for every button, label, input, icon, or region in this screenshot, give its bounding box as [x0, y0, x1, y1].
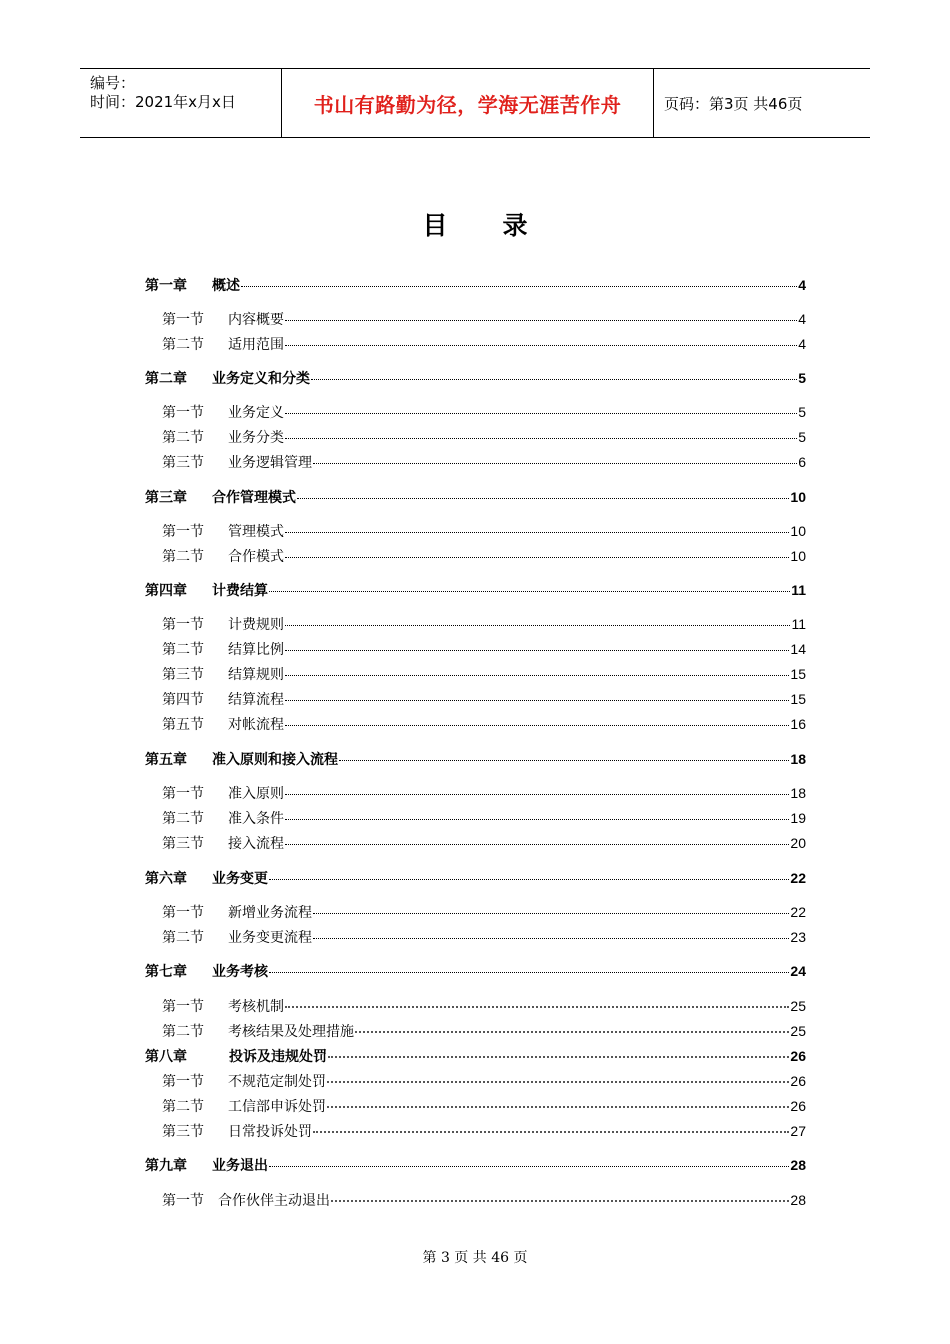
- toc-dot-leader: [285, 794, 789, 795]
- toc-entry-title: 业务考核: [212, 964, 268, 980]
- toc-entry-page: 28: [790, 1192, 806, 1208]
- toc-entry-title: 管理模式: [228, 524, 284, 540]
- toc-chapter-entry[interactable]: [145, 275, 806, 295]
- toc-entry-page: 24: [790, 963, 806, 979]
- toc-entry-page: 10: [790, 489, 806, 505]
- toc-entry-page: 23: [790, 929, 806, 945]
- toc-dot-leader: [269, 591, 790, 592]
- toc-section-entry[interactable]: [162, 1190, 806, 1210]
- toc-entry-title: 不规范定制处罚: [228, 1074, 326, 1090]
- toc-entry-number: 第一节: [162, 524, 204, 540]
- title-char-1: 目: [422, 211, 448, 240]
- toc-dot-leader: [285, 532, 789, 533]
- toc-entry-page: 5: [798, 404, 806, 420]
- toc-entry-number: 第二节: [162, 930, 204, 946]
- toc-entry-title: 业务退出: [212, 1158, 268, 1174]
- toc-section-entry[interactable]: [162, 714, 806, 734]
- toc-dot-leader: [311, 379, 797, 380]
- toc-entry-page: 5: [798, 429, 806, 445]
- toc-entry-number: 第一节: [162, 312, 204, 328]
- toc-entry-page: 20: [790, 835, 806, 851]
- toc-entry-number: 第二节: [162, 1099, 204, 1115]
- toc-entry-page: 25: [790, 998, 806, 1014]
- toc-entry-page: 11: [791, 616, 806, 632]
- toc-entry-number: 第五章: [145, 752, 187, 768]
- toc-dot-leader: [285, 438, 797, 439]
- toc-entry-number: 第二节: [162, 430, 204, 446]
- toc-chapter-entry[interactable]: [145, 1155, 806, 1175]
- toc-entry-title: 业务变更: [212, 871, 268, 887]
- toc-entry-page: 15: [790, 666, 806, 682]
- toc-dot-leader: [285, 700, 789, 701]
- toc-chapter-entry[interactable]: [145, 868, 806, 888]
- toc-section-entry[interactable]: [162, 334, 806, 354]
- toc-entry-number: 第三节: [162, 836, 204, 852]
- toc-entry-page: 27: [790, 1123, 806, 1139]
- toc-entry-number: 第五节: [162, 717, 204, 733]
- toc-entry-number: 第一节: [162, 617, 204, 633]
- toc-chapter-entry[interactable]: [145, 749, 806, 769]
- toc-entry-number: 第一节: [162, 999, 204, 1015]
- toc-entry-title: 准入原则和接入流程: [212, 752, 338, 768]
- toc-entry-number: 第二节: [162, 337, 204, 353]
- toc-entry-title: 投诉及违规处罚: [229, 1049, 327, 1065]
- toc-entry-number: 第二节: [162, 1024, 204, 1040]
- toc-dot-leader: [328, 1056, 789, 1058]
- toc-entry-page: 4: [798, 336, 806, 352]
- page-footer: 第 3 页 共 46 页: [422, 1250, 528, 1266]
- toc-chapter-entry[interactable]: [145, 961, 806, 981]
- toc-entry-title: 业务逻辑管理: [228, 455, 312, 471]
- toc-entry-title: 适用范围: [228, 337, 284, 353]
- toc-section-entry[interactable]: [162, 402, 806, 422]
- toc-dot-leader: [285, 650, 789, 651]
- toc-entry-page: 25: [790, 1023, 806, 1039]
- toc-entry-title: 准入条件: [228, 811, 284, 827]
- toc-section-entry[interactable]: [162, 1121, 806, 1141]
- toc-entry-number: 第三节: [162, 1124, 204, 1140]
- toc-chapter-entry[interactable]: [145, 1046, 806, 1066]
- toc-entry-title: 内容概要: [228, 312, 284, 328]
- motto-text: 书山有路勤为径，学海无涯苦作舟: [313, 92, 622, 117]
- toc-entry-page: 18: [790, 751, 806, 767]
- toc-entry-title: 结算规则: [228, 667, 284, 683]
- toc-dot-leader: [285, 345, 797, 346]
- toc-entry-number: 第一节: [162, 786, 204, 802]
- toc-dot-leader: [269, 879, 789, 880]
- toc-entry-page: 6: [798, 454, 806, 470]
- toc-entry-page: 11: [791, 582, 806, 598]
- toc-dot-leader: [285, 1006, 789, 1008]
- toc-section-entry[interactable]: [162, 833, 806, 853]
- toc-dot-leader: [355, 1031, 789, 1033]
- toc-entry-page: 26: [790, 1073, 806, 1089]
- toc-dot-leader: [313, 913, 789, 914]
- number-label: 编号：: [90, 74, 136, 92]
- toc-dot-leader: [327, 1081, 789, 1083]
- toc-entry-number: 第八章: [145, 1049, 187, 1065]
- toc-dot-leader: [285, 844, 789, 845]
- toc-entry-page: 22: [790, 870, 806, 886]
- toc-section-entry[interactable]: [162, 1071, 806, 1091]
- toc-entry-number: 第一章: [145, 278, 187, 294]
- toc-entry-title: 考核机制: [228, 999, 284, 1015]
- toc-entry-title: 考核结果及处理措施: [228, 1024, 354, 1040]
- toc-entry-page: 5: [798, 370, 806, 386]
- toc-entry-title: 合作伙伴主动退出: [218, 1193, 330, 1209]
- toc-entry-page: 19: [790, 810, 806, 826]
- toc-entry-title: 日常投诉处罚: [228, 1124, 312, 1140]
- toc-section-entry[interactable]: [162, 783, 806, 803]
- toc-entry-page: 26: [790, 1048, 806, 1064]
- toc-entry-number: 第四节: [162, 692, 204, 708]
- toc-dot-leader: [313, 463, 797, 464]
- toc-dot-leader: [241, 286, 797, 287]
- toc-entry-title: 接入流程: [228, 836, 284, 852]
- toc-entry-title: 计费规则: [228, 617, 284, 633]
- toc-entry-title: 计费结算: [212, 583, 268, 599]
- toc-entry-title: 对帐流程: [228, 717, 284, 733]
- toc-section-entry[interactable]: [162, 1096, 806, 1116]
- toc-dot-leader: [297, 498, 789, 499]
- toc-section-entry[interactable]: [162, 808, 806, 828]
- toc-entry-title: 业务定义: [228, 405, 284, 421]
- toc-dot-leader: [285, 625, 790, 626]
- toc-entry-number: 第三节: [162, 455, 204, 471]
- toc-entry-title: 工信部申诉处罚: [228, 1099, 326, 1115]
- toc-entry-page: 16: [790, 716, 806, 732]
- toc-section-entry[interactable]: [162, 546, 806, 566]
- toc-entry-title: 业务变更流程: [228, 930, 312, 946]
- toc-entry-title: 结算流程: [228, 692, 284, 708]
- page-info: 页码：第3页 共46页: [664, 94, 803, 113]
- toc-section-entry[interactable]: [162, 521, 806, 541]
- toc-entry-page: 4: [798, 311, 806, 327]
- toc-entry-number: 第一节: [162, 1193, 204, 1209]
- toc-entry-number: 第一节: [162, 405, 204, 421]
- toc-dot-leader: [313, 938, 789, 939]
- toc-entry-page: 15: [790, 691, 806, 707]
- toc-entry-number: 第三章: [145, 490, 187, 506]
- toc-entry-title: 结算比例: [228, 642, 284, 658]
- toc-section-entry[interactable]: [162, 1021, 806, 1041]
- toc-entry-number: 第三节: [162, 667, 204, 683]
- toc-entry-page: 4: [798, 277, 806, 293]
- toc-chapter-entry[interactable]: [145, 368, 806, 388]
- toc-entry-number: 第七章: [145, 964, 187, 980]
- toc-dot-leader: [285, 413, 797, 414]
- toc-section-entry[interactable]: [162, 639, 806, 659]
- toc-section-entry[interactable]: [162, 664, 806, 684]
- toc-entry-number: 第六章: [145, 871, 187, 887]
- toc-dot-leader: [339, 760, 789, 761]
- toc-chapter-entry[interactable]: [145, 580, 806, 600]
- toc-dot-leader: [313, 1131, 789, 1133]
- toc-entry-number: 第二节: [162, 811, 204, 827]
- toc-section-entry[interactable]: [162, 427, 806, 447]
- title-char-2: 录: [502, 211, 528, 240]
- toc-entry-number: 第一节: [162, 905, 204, 921]
- toc-entry-number: 第九章: [145, 1158, 187, 1174]
- toc-entry-page: 22: [790, 904, 806, 920]
- toc-dot-leader: [327, 1106, 789, 1108]
- toc-entry-number: 第一节: [162, 1074, 204, 1090]
- toc-section-entry[interactable]: [162, 614, 806, 634]
- toc-section-entry[interactable]: [162, 902, 806, 922]
- toc-section-entry[interactable]: [162, 996, 806, 1016]
- toc-entry-page: 18: [790, 785, 806, 801]
- toc-entry-page: 14: [790, 641, 806, 657]
- toc-entry-number: 第二节: [162, 549, 204, 565]
- toc-section-entry[interactable]: [162, 309, 806, 329]
- toc-entry-title: 业务定义和分类: [212, 371, 310, 387]
- toc-section-entry[interactable]: [162, 927, 806, 947]
- toc-entry-title: 合作管理模式: [212, 490, 296, 506]
- toc-entry-page: 28: [790, 1157, 806, 1173]
- toc-section-entry[interactable]: [162, 452, 806, 472]
- toc-entry-page: 10: [790, 548, 806, 564]
- toc-entry-number: 第二节: [162, 642, 204, 658]
- toc-dot-leader: [285, 320, 797, 321]
- toc-dot-leader: [269, 972, 789, 973]
- toc-entry-number: 第四章: [145, 583, 187, 599]
- toc-entry-page: 26: [790, 1098, 806, 1114]
- toc-entry-title: 合作模式: [228, 549, 284, 565]
- toc-entry-title: 业务分类: [228, 430, 284, 446]
- toc-section-entry[interactable]: [162, 689, 806, 709]
- toc-entry-title: 概述: [212, 278, 240, 294]
- toc-dot-leader: [331, 1200, 789, 1202]
- toc-entry-number: 第二章: [145, 371, 187, 387]
- toc-chapter-entry[interactable]: [145, 487, 806, 507]
- toc-dot-leader: [285, 725, 789, 726]
- toc-entry-page: 10: [790, 523, 806, 539]
- toc-dot-leader: [269, 1166, 789, 1167]
- toc-entry-title: 准入原则: [228, 786, 284, 802]
- time-label: 时间：2021年x月x日: [90, 93, 236, 111]
- toc-dot-leader: [285, 675, 789, 676]
- toc-entry-title: 新增业务流程: [228, 905, 312, 921]
- toc-dot-leader: [285, 557, 789, 558]
- toc-dot-leader: [285, 819, 789, 820]
